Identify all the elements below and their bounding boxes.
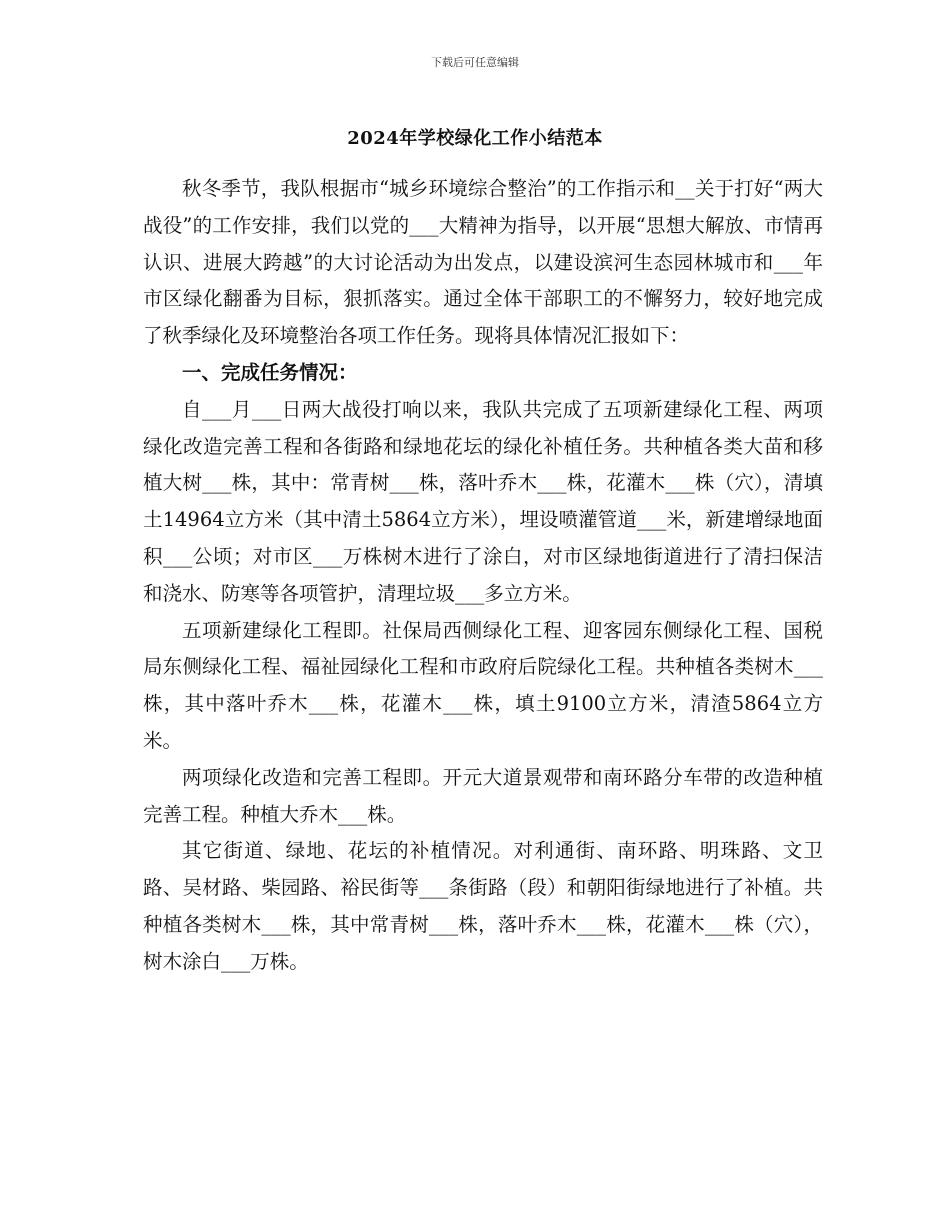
document-title: 2024年学校绿化工作小结范本 — [347, 128, 603, 149]
task-summary-paragraph: 自___月___日两大战役打响以来，我队共完成了五项新建绿化工程、两项绿化改造完善工程和各街路和绿地花坛的绿化补植任务。共种植各类大苗和移植大树___株，其中：常青树___株，落叶乔木___株，花灌木___株（穴），清填土14964立方米（其中清土5864立方米），埋设喷灌管道___米，新建增绿地面积___公顷；对市区___万株树木进行了涂白，对市区绿地街道进行了清扫保洁和浇水、防寒等各项管护，清理垃圾___多立方米。 — [143, 397, 823, 605]
header-note: 下载后可任意编辑 — [431, 56, 519, 69]
replanting-paragraph: 其它街道、绿地、花坛的补植情况。对利通街、南环路、明珠路、文卫路、吴材路、柴园路、裕民街等___条街路（段）和朝阳街绿地进行了补植。共种植各类树木___株，其中常青树___株，落叶乔木___株，花灌木___株（穴），树木涂白___万株。 — [143, 839, 823, 973]
document-body — [143, 171, 823, 981]
renovation-projects-paragraph: 两项绿化改造和完善工程即。开元大道景观带和南环路分车带的改造种植完善工程。种植大乔木___株。 — [143, 765, 823, 826]
section-heading: 一、完成任务情况： — [182, 360, 358, 384]
intro-paragraph: 秋冬季节，我队根据市“城乡环境综合整治”的工作指示和__关于打好“两大战役”的工作安排，我们以党的___大精神为指导，以开展“思想大解放、市情再认识、进展大跨越”的大讨论活动为出发点，以建设滨河生态园林城市和___年市区绿化翻番为目标，狠抓落实。通过全体干部职工的不懈努力，较好地完成了秋季绿化及环境整治各项工作任务。现将具体情况汇报如下： — [143, 177, 823, 348]
new-projects-paragraph: 五项新建绿化工程即。社保局西侧绿化工程、迎客园东侧绿化工程、国税局东侧绿化工程、福祉园绿化工程和市政府后院绿化工程。共种植各类树木___株，其中落叶乔木___株，花灌木___株，填土9100立方米，清渣5864立方米。 — [143, 618, 823, 752]
